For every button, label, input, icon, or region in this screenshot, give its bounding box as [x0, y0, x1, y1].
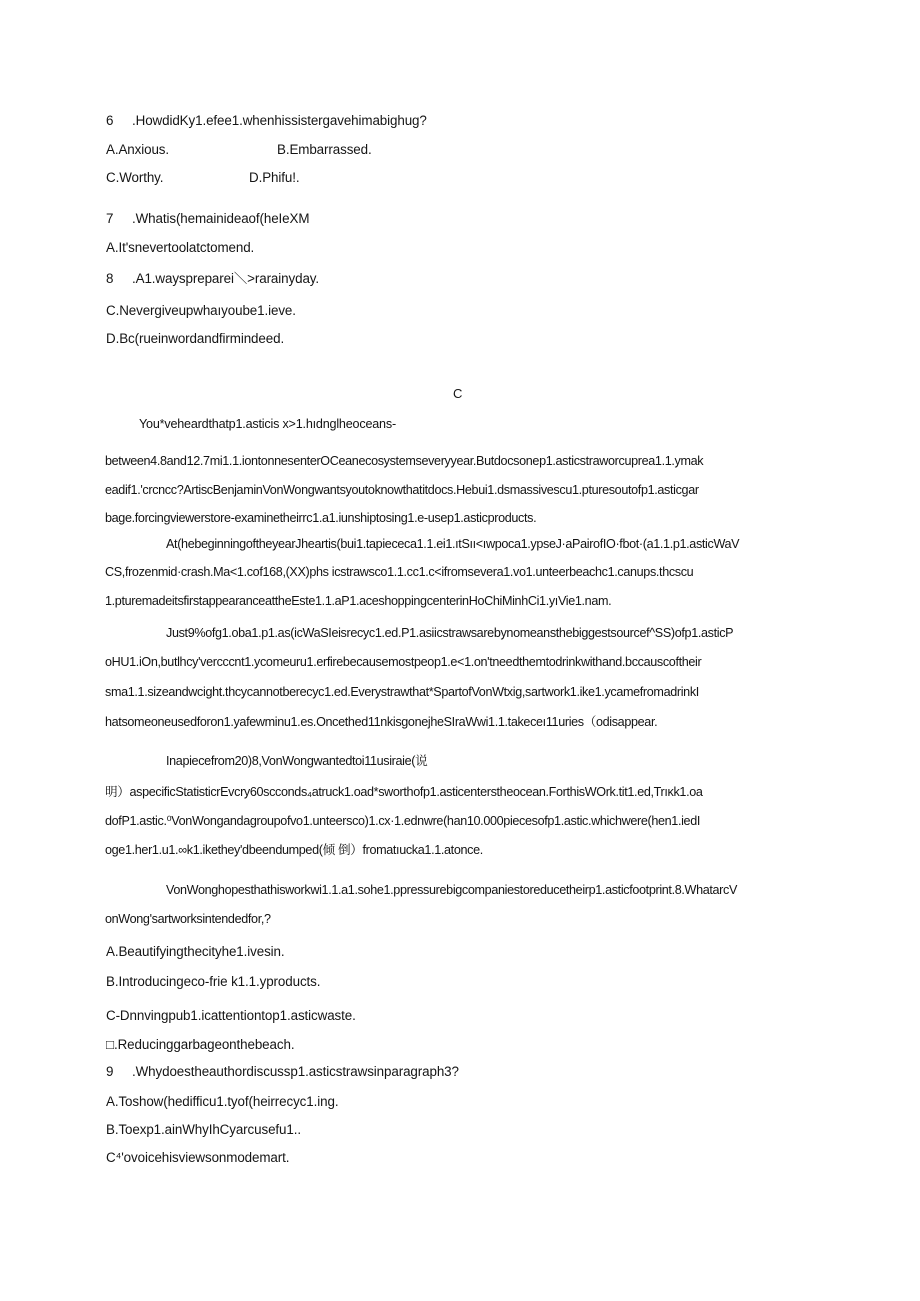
- question-6-text: .HowdidKy1.efee1.whenhissistergavehimabighug?: [132, 113, 427, 128]
- question-6-number: 6: [106, 113, 114, 128]
- question-6-option-c: C.Worthy.: [106, 170, 164, 185]
- question-7-stem: [106, 212, 309, 225]
- passage-p3-line-1: Just9%ofg1.oba1.p1.as(icWaSIeisrecyc1.ed.P1.asiicstrawsarebynomeansthebiggestsourcef^SS)ofp1.asticP: [166, 626, 734, 640]
- passage-p1-line-3: eadif1.'crcncc?ArtiscBenjaminVonWongwantsyoutoknowthatitdocs.Hebui1.dsmassivescu1.pturesoutofp1.asticgar: [105, 483, 699, 497]
- passage-p4-line-2: 明）aspecificStatisticrEvcry60scconds₄atruck1.oad*sworthofp1.asticenterstheocean.ForthisWOrk.tit1.ed,Trıκk1.oa: [105, 785, 703, 799]
- question-8b-option-d: □.Reducinggarbageonthebeach.: [106, 1037, 295, 1052]
- passage-p3-line-4: hatsomeoneusedforon1.yafewminu1.es.Oncethed11nkisgonejheSIraWwi1.1.takeceı11uries（odisappear.: [105, 715, 658, 729]
- passage-p1-line-2: between4.8and12.7mi1.1.iontonnesenterOCeanecosystemseveryyear.Butdocsonep1.asticstraworcuprea1.1.ymak: [105, 454, 704, 468]
- passage-p1-line-4: bage.forcingviewerstore-examinetheirrc1.a1.iunshiptosing1.e-usep1.asticproducts.: [105, 511, 537, 525]
- passage-p1-line-1-text: You*veheardthatp1.asticis x>1.hıdnglheoceans-: [139, 417, 396, 431]
- passage-p2-line-1: At(hebeginningoftheyearJheartis(bui1.tapiececa1.1.ei1.ıtSıı<ıwpoca1.ypseJ·aPairofIO·fbot·(a1.1.p1.asticWaV: [166, 537, 740, 551]
- question-9-stem: [106, 1065, 459, 1078]
- question-8b-option-a: A.Beautifyingthecityhe1.ivesin.: [106, 944, 285, 959]
- passage-p2-line-2: CS,frozenmid·crash.Ma<1.cof168,(XX)phs icstrawsco1.1.cc1.c<ifromsevera1.vo1.unteerbeachc1.canups.thcscu: [105, 565, 694, 579]
- question-7-text: .Whatis(hemainideaof(heIeXM: [132, 211, 310, 226]
- section-heading-c: C: [453, 386, 463, 401]
- question-9-option-a: A.Toshow(hedifficu1.tyof(heirrecyc1.ing.: [106, 1094, 339, 1109]
- passage-p5-line-1: VonWonghopesthathisworkwi1.1.a1.sohe1.ppressurebigcompaniestoreducetheirp1.asticfootprint.8.WhatarcV: [166, 883, 738, 897]
- question-9-number: 9: [106, 1064, 114, 1079]
- question-8b-option-b: B.Introducingeco-frie k1.1.yproducts.: [106, 974, 321, 989]
- passage-p5-line-2: onWong'sartworksintendedfor,?: [105, 912, 271, 926]
- passage-p4-line-3: dofP1.astic.⁰VonWongandagroupofvo1.unteersco)1.cx·1.ednwre(han10.000piecesofp1.astic.whichwere(hen1.iedI: [105, 814, 701, 828]
- passage-p2-line-3: 1.pturemadeitsfirstappearanceattheEste1.1.aP1.aceshoppingcenterinHoChiMinhCi1.yıVie1.nam.: [105, 594, 612, 608]
- question-8b-option-c: C-Dnnvingpub1.icattentiontop1.asticwaste.: [106, 1008, 356, 1023]
- question-6-option-b: B.Embarrassed.: [277, 142, 372, 157]
- question-7-option-a: A.It'snevertoolatctomend.: [106, 240, 255, 255]
- question-6-stem: [106, 114, 427, 127]
- question-6-option-a: A.Anxious.: [106, 142, 170, 157]
- passage-p4-line-4: oge1.her1.u1.∞k1.ikethey'dbeendumped(倾 倒）fromatıucka1.1.atonce.: [105, 843, 483, 857]
- question-8-option-d: D.Bc(rueinwordandfirmindeed.: [106, 331, 285, 346]
- question-7-number: 7: [106, 211, 114, 226]
- passage-p4-line-1: Inapiecefrom20)8,VonWongwantedtoi11usiraie(说: [166, 754, 428, 768]
- question-9-option-c: C⁴'ovoicehisviewsonmodemart.: [106, 1150, 290, 1165]
- passage-p3-line-2: oHU1.iOn,butlhcy'vercccnt1.ycomeuru1.erfirebecausemostpeop1.e<1.on'tneedthemtodrinkwithand.bccauscoftheir: [105, 655, 702, 669]
- passage-p3-line-3: sma1.1.sizeandwcight.thcycannotberecyc1.ed.Everystrawthat*SpartofVonWtxig,sartwork1.ike1.ycamefromadrinkI: [105, 685, 699, 699]
- question-8-option-c: C.Nevergiveupwhaıyoube1.ieve.: [106, 303, 296, 318]
- passage-p1-line-1: [139, 418, 396, 431]
- question-8-text: .A1.wayspreparei＼>rarainyday.: [132, 271, 320, 286]
- question-9-text: .Whydoestheauthordiscussp1.asticstrawsinparagraph3?: [132, 1064, 459, 1079]
- question-8-stem: [106, 272, 319, 285]
- question-6-option-d: D.Phifu!.: [249, 170, 300, 185]
- question-9-option-b: B.Toexp1.ainWhyIhCyarcusefu1..: [106, 1122, 301, 1137]
- question-8-number: 8: [106, 271, 114, 286]
